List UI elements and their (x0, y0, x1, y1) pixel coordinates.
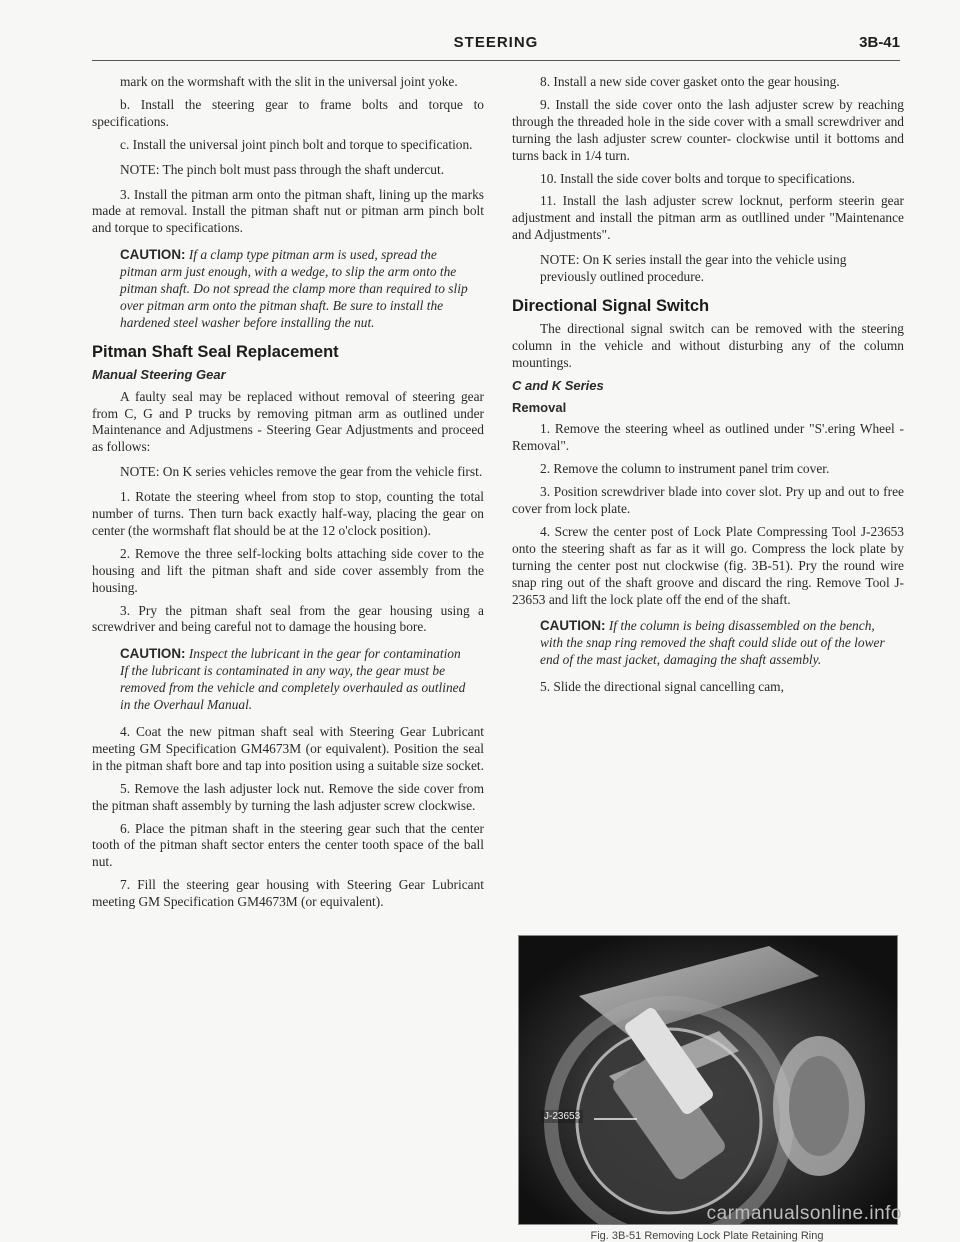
paragraph: 2. Remove the column to instrument panel trim cover. (540, 461, 830, 477)
caution-label: CAUTION: (120, 646, 186, 662)
paragraph: c. Install the universal joint pinch bolt and torque to specification. (120, 136, 473, 152)
sub-heading: C and K Series (512, 377, 604, 393)
figure-photo (518, 935, 898, 1225)
sub-heading: Manual Steering Gear (92, 366, 226, 382)
paragraph: 7. Fill the steering gear housing with Steering Gear Lubricant meeting GM Specification GM4673M (or equivalent). (92, 877, 484, 910)
paragraph: 3. Pry the pitman shaft seal from the gear housing using a screwdriver and being careful not to damage the housing bore. (92, 602, 484, 635)
note: NOTE: On K series vehicles remove the gear from the vehicle first. (120, 464, 483, 480)
paragraph: 2. Remove the three self-locking bolts attaching side cover to the housing and lift the pitman shaft and side cover assembly from the housing. (92, 545, 484, 595)
paragraph: 5. Remove the lash adjuster lock nut. Remove the side cover from the pitman shaft assembly by turning the lash adjuster screw clockwise. (92, 780, 484, 813)
left-column (92, 74, 484, 917)
paragraph: A faulty seal may be replaced without removal of steering gear from C, G and P trucks by removing pitman arm as outlined under Maintenance and Adjustmens - Steering Gear Adjustments and proceed as follows: (92, 388, 484, 455)
paragraph: 4. Screw the center post of Lock Plate Compressing Tool J-23653 onto the steering shaft as far as it will go. Compress the lock plate by turning the center post nut clockwise (fig. 3B-51). Pry the round wire snap ring out of the shaft groove and discard the ring. Remove Tool J-23653 and lift the lock plate off the end of the shaft. (512, 523, 904, 607)
section-title: STEERING (453, 34, 539, 51)
paragraph: 5. Slide the directional signal cancelling cam, (540, 679, 784, 695)
tool-callout-label: J-23653 (541, 1110, 583, 1123)
caution-text: If a clamp type pitman arm is used, spread the pitman arm just enough, with a wedge, to slip the arm onto the pitman shaft. Do not spread the clamp more than required to slip over pitman arm onto the pitman shaft. Be sure to install the hardened steel washer before installing the nut. (120, 247, 468, 330)
lock-plate-tool-photo (519, 936, 897, 1224)
caution (92, 247, 484, 332)
paragraph: The directional signal switch can be removed with the steering column in the vehicle and without disturbing any of the column mountings. (512, 320, 904, 370)
paragraph: 6. Place the pitman shaft in the steering gear such that the center tooth of the pitman shaft sector enters the center tooth space of the ball nut. (92, 820, 484, 870)
caution (512, 618, 904, 669)
caution-label: CAUTION: (120, 247, 186, 263)
figure-caption: Fig. 3B-51 Removing Lock Plate Retaining Ring (590, 1230, 824, 1242)
caution-label: CAUTION: (540, 618, 606, 634)
note: NOTE: On K series install the gear into the vehicle using previously outlined procedure. (540, 252, 847, 285)
page-number: 3B-41 (859, 34, 900, 51)
note: NOTE: The pinch bolt must pass through the shaft undercut. (120, 161, 445, 177)
paragraph: 10. Install the side cover bolts and torque to specifications. (540, 170, 855, 186)
paragraph: mark on the wormshaft with the slit in the universal joint yoke. (120, 74, 458, 89)
section-heading: Pitman Shaft Seal Replacement (92, 342, 339, 361)
right-column (512, 74, 904, 702)
paragraph: 9. Install the side cover onto the lash adjuster screw by reaching through the threaded hole in the side cover with a small screwdriver and turning the lash adjuster screw counter- clockwise until it bottoms and turns back in 1/4 turn. (512, 96, 904, 163)
caution-text: Inspect the lubricant in the gear for contamination If the lubricant is contaminated in any way, the gear must be removed from the vehicle and completely overhauled as outlined in the Overhaul Manual. (120, 646, 466, 713)
watermark: carmanualsonline.info (706, 1203, 902, 1224)
paragraph: 3. Install the pitman arm onto the pitman shaft, lining up the marks made at removal. Install the pitman shaft nut or pitman arm pinch bolt and torque to specifications. (92, 186, 484, 236)
paragraph: 8. Install a new side cover gasket onto the gear housing. (540, 74, 840, 89)
paragraph: 1. Remove the steering wheel as outlined under "S'.ering Wheel - Removal". (512, 421, 904, 454)
header-rule (92, 60, 900, 61)
page-header (92, 30, 900, 60)
section-heading: Directional Signal Switch (512, 296, 710, 315)
paragraph: 1. Rotate the steering wheel from stop to stop, counting the total number of turns. Then turn back exactly half-way, placing the gear on center (the wormshaft flat should be at the 12 o'clock position). (92, 489, 484, 538)
sub-heading: Removal (512, 399, 567, 415)
paragraph: b. Install the steering gear to frame bolts and torque to specifications. (92, 96, 484, 129)
paragraph: 3. Position screwdriver blade into cover slot. Pry up and out to free cover from lock plate. (512, 484, 904, 517)
caution (92, 646, 484, 714)
paragraph: 11. Install the lash adjuster screw locknut, perform steerin gear adjustment and install the pitman arm as outllined under "Maintenance and Adjustments". (512, 193, 904, 243)
caution-text: If the column is being disassembled on the bench, with the snap ring removed the shaft could slide out of the lower end of the mast jacket, damaging the shaft assembly. (540, 618, 885, 668)
paragraph: 4. Coat the new pitman shaft seal with Steering Gear Lubricant meeting GM Specification GM4673M (or equivalent). Position the seal in the pitman shaft bore and tap into position using a suitable size socket. (92, 724, 484, 773)
